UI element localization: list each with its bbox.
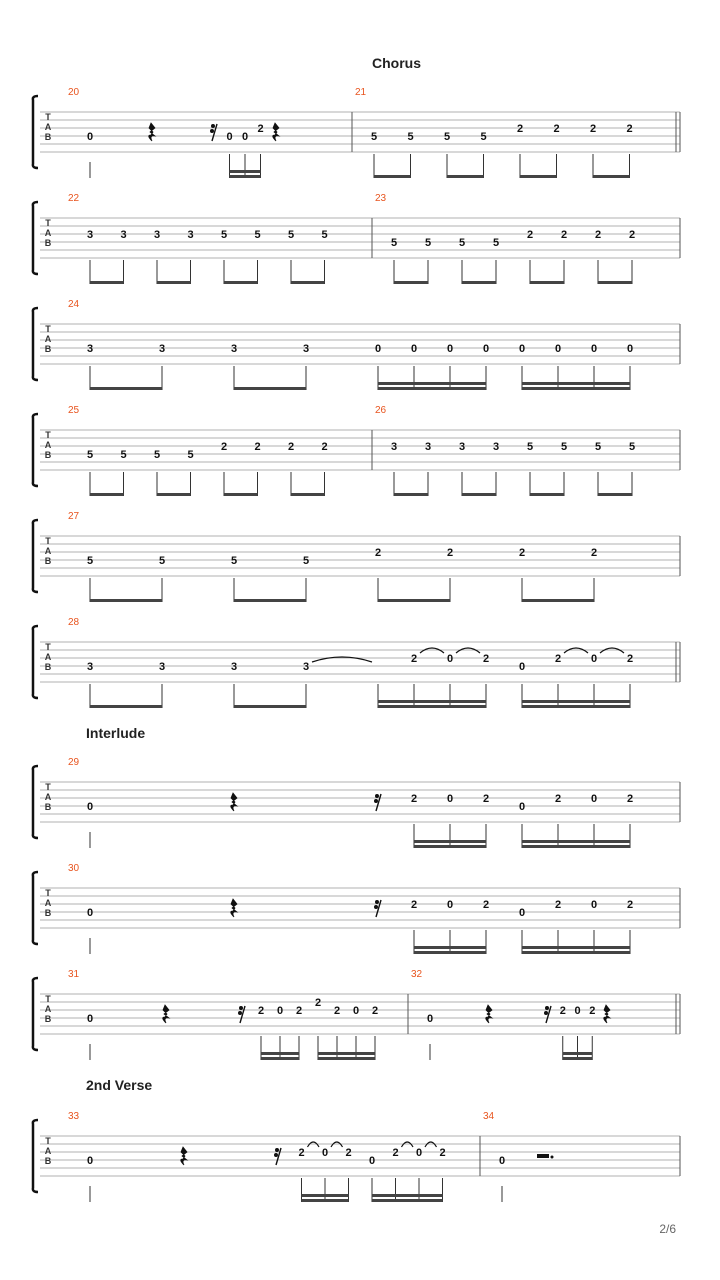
beam <box>522 700 630 703</box>
fret-number: 2 <box>298 1147 305 1159</box>
fret-number: 2 <box>590 547 598 559</box>
fret-number: 5 <box>321 229 328 241</box>
fret-number: 3 <box>230 661 238 673</box>
beam <box>291 493 325 496</box>
tab-clef-letter: B <box>44 344 52 354</box>
measure-number: 26 <box>375 405 387 416</box>
fret-number: 5 <box>560 441 568 453</box>
beam <box>563 1052 593 1055</box>
tab-clef-letter: T <box>45 430 51 440</box>
beam <box>447 175 484 178</box>
fret-number: 2 <box>594 229 602 241</box>
beam <box>234 387 306 390</box>
fret-number: 0 <box>482 343 490 355</box>
tab-clef-letter: B <box>44 556 52 566</box>
beam <box>318 1057 375 1060</box>
system-bracket <box>33 978 38 1050</box>
fret-number: 0 <box>626 343 634 355</box>
tie-arc <box>600 648 624 653</box>
system-bracket <box>33 520 38 592</box>
fret-number: 2 <box>626 899 634 911</box>
fret-number: 0 <box>415 1147 423 1159</box>
fret-number: 0 <box>86 801 94 813</box>
tab-clef-letter: A <box>44 122 52 132</box>
beam <box>522 951 630 954</box>
tab-clef-letter: B <box>44 1156 52 1166</box>
system-bracket <box>33 202 38 274</box>
beam <box>530 493 564 496</box>
tab-clef-letter: A <box>44 440 52 450</box>
tab-clef-letter: T <box>45 218 51 228</box>
fret-number: 2 <box>559 1005 566 1017</box>
fret-number: 2 <box>482 899 490 911</box>
fret-number: 3 <box>302 343 310 355</box>
fret-number: 5 <box>86 449 94 461</box>
fret-number: 2 <box>392 1147 399 1159</box>
fret-number: 5 <box>158 555 166 567</box>
beam <box>224 281 258 284</box>
rest-flag-dot <box>274 1153 278 1157</box>
beam <box>378 599 450 602</box>
fret-number: 0 <box>590 899 598 911</box>
fret-number: 2 <box>554 793 562 805</box>
fret-number: 0 <box>374 343 382 355</box>
beam <box>234 705 306 708</box>
rest-flag-dot <box>275 1148 279 1152</box>
beam <box>522 599 594 602</box>
fret-number: 0 <box>426 1013 434 1025</box>
fret-number: 2 <box>553 123 560 135</box>
system-bracket <box>33 308 38 380</box>
beam <box>522 946 630 949</box>
fret-number: 2 <box>371 1005 379 1017</box>
fret-number: 0 <box>590 653 598 665</box>
fret-number: 2 <box>220 441 228 453</box>
fret-number: 2 <box>526 229 534 241</box>
tab-clef-letter: B <box>44 802 52 812</box>
quarter-rest-icon <box>231 793 237 811</box>
fret-number: 2 <box>626 653 634 665</box>
quarter-rest-icon <box>604 1005 610 1023</box>
beam <box>378 382 486 385</box>
fret-number: 0 <box>554 343 562 355</box>
tab-clef-letter: B <box>44 450 52 460</box>
beam <box>378 705 486 708</box>
fret-number: 0 <box>446 343 454 355</box>
beam <box>157 493 191 496</box>
fret-number: 2 <box>314 997 322 1009</box>
fret-number: 2 <box>321 441 328 453</box>
tab-clef-letter: T <box>45 324 51 334</box>
tab-clef-letter: T <box>45 1136 51 1146</box>
beam <box>90 493 124 496</box>
rest-flag-dot <box>375 794 379 798</box>
fret-number: 5 <box>492 237 500 249</box>
fret-number: 0 <box>276 1005 284 1017</box>
quarter-rest-icon <box>231 899 237 917</box>
quarter-rest-icon <box>163 1005 169 1023</box>
beam <box>302 1199 349 1202</box>
fret-number: 5 <box>424 237 432 249</box>
section-heading: Chorus <box>372 55 421 71</box>
fret-number: 5 <box>220 229 228 241</box>
fret-number: 0 <box>86 1155 94 1167</box>
fret-number: 2 <box>518 547 526 559</box>
measure-number: 28 <box>68 617 80 628</box>
beam <box>302 1194 349 1197</box>
beam <box>530 281 564 284</box>
measure-number: 34 <box>483 1111 495 1122</box>
fret-number: 2 <box>410 899 418 911</box>
measure-number: 33 <box>68 1111 80 1122</box>
beam <box>372 1194 443 1197</box>
fret-number: 2 <box>333 1005 341 1017</box>
fret-number: 2 <box>589 123 597 135</box>
beam <box>90 705 162 708</box>
section-heading: 2nd Verse <box>86 1077 153 1093</box>
beam <box>414 946 486 949</box>
beam <box>598 493 632 496</box>
beam <box>90 387 162 390</box>
fret-number: 2 <box>589 1005 596 1017</box>
beam <box>522 840 630 843</box>
fret-number: 3 <box>86 343 94 355</box>
beam <box>563 1057 593 1060</box>
measure-number: 29 <box>68 757 80 768</box>
tab-clef-letter: B <box>44 1014 52 1024</box>
measure-number: 30 <box>68 863 80 874</box>
beam <box>520 175 557 178</box>
fret-number: 2 <box>626 123 633 135</box>
fret-number: 5 <box>390 237 398 249</box>
quarter-rest-icon <box>486 1005 492 1023</box>
system-bracket <box>33 1120 38 1192</box>
fret-number: 0 <box>446 899 454 911</box>
fret-number: 0 <box>498 1155 506 1167</box>
fret-number: 2 <box>295 1005 303 1017</box>
fret-number: 2 <box>482 653 490 665</box>
beam <box>522 382 630 385</box>
fret-number: 2 <box>410 793 418 805</box>
fret-number: 2 <box>554 899 562 911</box>
tab-clef-letter: T <box>45 642 51 652</box>
beam <box>372 1199 443 1202</box>
fret-number: 5 <box>407 131 414 143</box>
system-bracket <box>33 96 38 168</box>
beam <box>414 840 486 843</box>
fret-number: 5 <box>628 441 636 453</box>
beam <box>378 387 486 390</box>
fret-number: 2 <box>257 1005 265 1017</box>
tab-clef-letter: T <box>45 112 51 122</box>
tab-clef-letter: A <box>44 546 52 556</box>
fret-number: 3 <box>86 661 94 673</box>
tab-clef-letter: T <box>45 888 51 898</box>
fret-number: 5 <box>153 449 161 461</box>
tab-clef-letter: B <box>44 908 52 918</box>
beam <box>318 1052 375 1055</box>
rest-flag-dot <box>238 1011 242 1015</box>
system-bracket <box>33 766 38 838</box>
tab-clef-letter: A <box>44 792 52 802</box>
fret-number: 3 <box>424 441 432 453</box>
system-bracket <box>33 414 38 486</box>
fret-number: 5 <box>187 449 194 461</box>
measure-number: 21 <box>355 87 367 98</box>
tab-clef-letter: A <box>44 1146 52 1156</box>
beam <box>394 493 428 496</box>
rest-flag-dot <box>239 1006 243 1010</box>
fret-number: 5 <box>302 555 310 567</box>
beam <box>291 281 325 284</box>
fret-number: 2 <box>626 793 634 805</box>
beam <box>261 1052 299 1055</box>
fret-number: 2 <box>257 123 264 135</box>
tab-clef-letter: A <box>44 652 52 662</box>
beam <box>378 700 486 703</box>
fret-number: 2 <box>628 229 636 241</box>
fret-number: 3 <box>86 229 94 241</box>
fret-number: 2 <box>345 1147 352 1159</box>
fret-number: 2 <box>287 441 295 453</box>
beam <box>462 281 496 284</box>
fret-number: 2 <box>560 229 568 241</box>
beam <box>157 281 191 284</box>
tie-arc <box>402 1142 414 1147</box>
fret-number: 3 <box>158 343 166 355</box>
fret-number: 3 <box>302 661 310 673</box>
fret-number: 3 <box>230 343 238 355</box>
fret-number: 5 <box>120 449 127 461</box>
rest-flag-dot <box>545 1006 549 1010</box>
measure-number: 27 <box>68 511 80 522</box>
fret-number: 0 <box>226 131 233 143</box>
measure-number: 31 <box>68 969 80 980</box>
rest-flag-dot <box>375 900 379 904</box>
fret-number: 0 <box>86 1013 94 1025</box>
fret-number: 5 <box>594 441 602 453</box>
page-number: 2/6 <box>659 1222 676 1236</box>
fret-number: 5 <box>370 131 378 143</box>
tab-clef-letter: A <box>44 228 52 238</box>
fret-number: 0 <box>518 907 526 919</box>
fret-number: 3 <box>458 441 466 453</box>
fret-number: 0 <box>352 1005 360 1017</box>
system-bracket <box>33 626 38 698</box>
rest-dot <box>551 1156 554 1159</box>
tie-arc <box>420 648 444 653</box>
rest-flag-dot <box>544 1011 548 1015</box>
tab-clef-letter: B <box>44 662 52 672</box>
beam <box>522 705 630 708</box>
measure-number: 22 <box>68 193 80 204</box>
beam <box>522 387 630 390</box>
fret-number: 5 <box>526 441 534 453</box>
dotted-half-rest-icon <box>537 1154 549 1158</box>
fret-number: 0 <box>321 1147 329 1159</box>
beam <box>224 493 258 496</box>
fret-number: 5 <box>287 229 295 241</box>
fret-number: 3 <box>153 229 161 241</box>
beam <box>261 1057 299 1060</box>
beam <box>593 175 630 178</box>
fret-number: 2 <box>374 547 382 559</box>
fret-number: 5 <box>443 131 451 143</box>
beam <box>90 281 124 284</box>
beam <box>414 951 486 954</box>
tie-arc <box>425 1142 437 1147</box>
measure-number: 32 <box>411 969 423 980</box>
tab-clef-letter: B <box>44 132 52 142</box>
fret-number: 3 <box>120 229 127 241</box>
fret-number: 0 <box>86 131 94 143</box>
tab-clef-letter: A <box>44 898 52 908</box>
quarter-rest-icon <box>181 1147 187 1165</box>
fret-number: 5 <box>458 237 466 249</box>
fret-number: 0 <box>86 907 94 919</box>
fret-number: 0 <box>590 793 598 805</box>
quarter-rest-icon <box>149 123 155 141</box>
measure-number: 24 <box>68 299 80 310</box>
beam <box>230 175 261 178</box>
tab-clef-letter: B <box>44 238 52 248</box>
fret-number: 2 <box>482 793 490 805</box>
fret-number: 2 <box>439 1147 446 1159</box>
fret-number: 5 <box>230 555 238 567</box>
fret-number: 5 <box>254 229 261 241</box>
rest-flag-dot <box>374 799 378 803</box>
tab-clef-letter: A <box>44 334 52 344</box>
rest-flag-dot <box>374 905 378 909</box>
tie-arc <box>331 1142 343 1147</box>
tab-clef-letter: A <box>44 1004 52 1014</box>
tab-clef-letter: T <box>45 782 51 792</box>
fret-number: 0 <box>518 661 526 673</box>
fret-number: 0 <box>410 343 418 355</box>
rest-flag-dot <box>211 124 215 128</box>
fret-number: 0 <box>446 793 454 805</box>
measure-number: 20 <box>68 87 80 98</box>
beam <box>414 845 486 848</box>
fret-number: 3 <box>187 229 194 241</box>
measure-number: 25 <box>68 405 80 416</box>
fret-number: 0 <box>241 131 249 143</box>
fret-number: 2 <box>410 653 418 665</box>
tie-arc <box>308 1142 320 1147</box>
system-bracket <box>33 872 38 944</box>
fret-number: 0 <box>590 343 598 355</box>
fret-number: 0 <box>518 801 526 813</box>
fret-number: 3 <box>492 441 500 453</box>
beam <box>230 170 261 173</box>
fret-number: 0 <box>518 343 526 355</box>
fret-number: 2 <box>554 653 562 665</box>
fret-number: 3 <box>158 661 166 673</box>
section-heading: Interlude <box>86 725 146 741</box>
fret-number: 0 <box>368 1155 376 1167</box>
tie-arc <box>456 648 480 653</box>
fret-number: 0 <box>446 653 454 665</box>
fret-number: 2 <box>254 441 261 453</box>
quarter-rest-icon <box>273 123 279 141</box>
tab-clef-letter: T <box>45 994 51 1004</box>
beam <box>374 175 411 178</box>
fret-number: 5 <box>480 131 487 143</box>
fret-number: 2 <box>516 123 524 135</box>
beam <box>462 493 496 496</box>
beam <box>522 845 630 848</box>
fret-number: 3 <box>390 441 398 453</box>
beam <box>234 599 306 602</box>
beam <box>394 281 428 284</box>
rest-flag-dot <box>210 129 214 133</box>
tie-arc <box>564 648 588 653</box>
fret-number: 5 <box>86 555 94 567</box>
tab-clef-letter: T <box>45 536 51 546</box>
fret-number: 0 <box>574 1005 581 1017</box>
beam <box>90 599 162 602</box>
fret-number: 2 <box>446 547 454 559</box>
measure-number: 23 <box>375 193 387 204</box>
beam <box>598 281 632 284</box>
